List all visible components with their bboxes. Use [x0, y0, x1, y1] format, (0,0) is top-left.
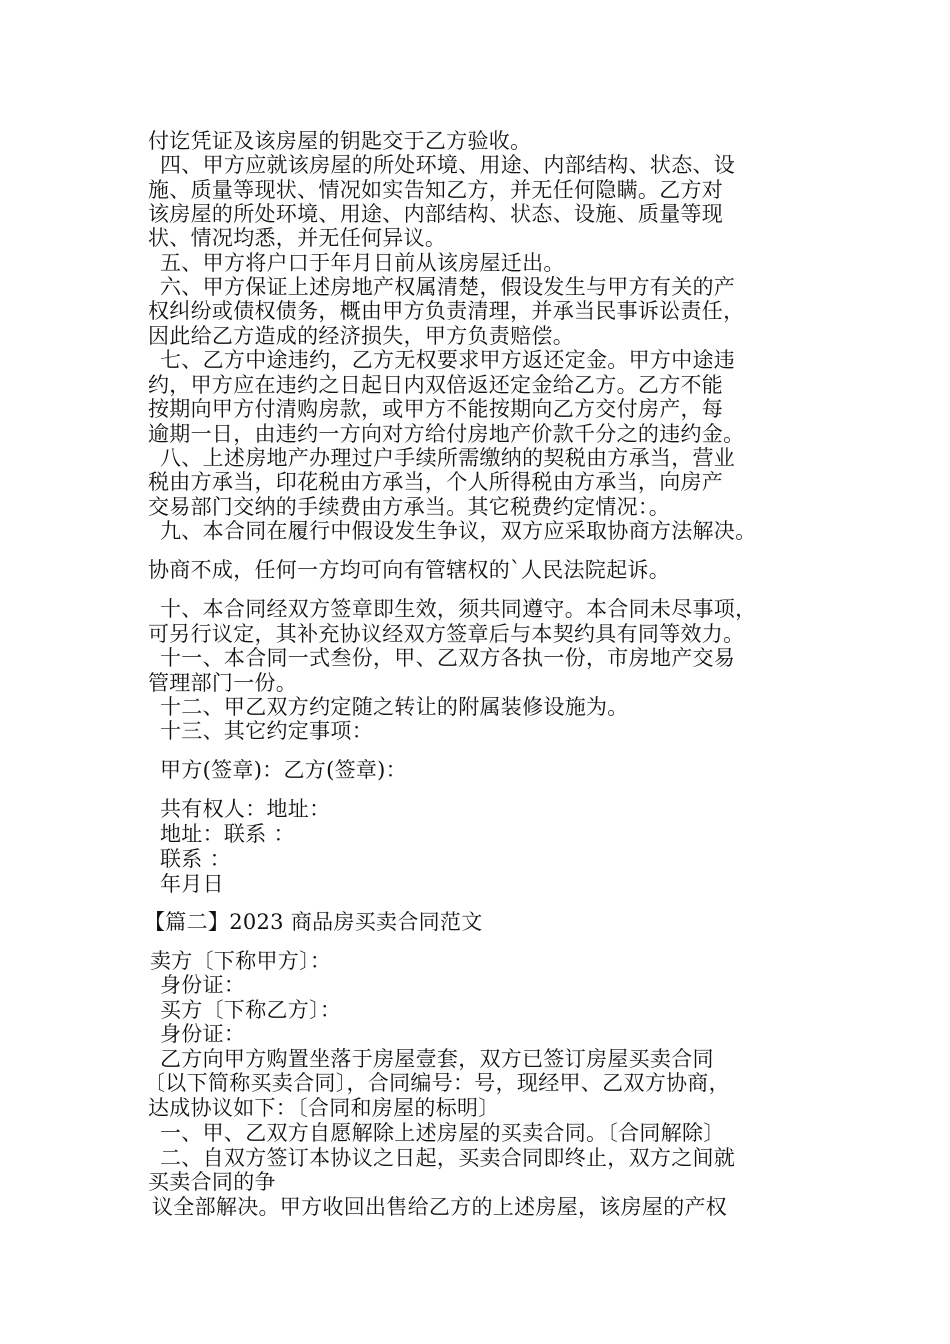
- text-line: 七、乙方中途违约，乙方无权要求甲方返还定金。甲方中途违: [160, 348, 736, 372]
- text-line: 卖方〔下称甲方〕：: [150, 949, 332, 973]
- text-line: 十一、本合同一式叁份，甲、乙双方各执一份，市房地产交易: [160, 646, 736, 670]
- text-line: 地址：联系 ：: [160, 822, 295, 846]
- text-line: 付讫凭证及该房屋的钥匙交于乙方验收。: [148, 129, 532, 153]
- date-line: 年月日: [160, 872, 224, 896]
- text-line: 乙方向甲方购置坐落于房屋壹套，双方已签订房屋买卖合同: [160, 1047, 714, 1071]
- text-line: 身份证：: [160, 973, 246, 997]
- section-heading: 【篇二】2023 商品房买卖合同范文: [144, 910, 483, 934]
- text-line: 十三、其它约定事项：: [160, 719, 373, 743]
- text-line: 身份证：: [160, 1022, 246, 1046]
- text-line: 十二、甲乙双方约定随之转让的附属装修设施为。: [160, 695, 629, 719]
- text-line: 买方〔下称乙方〕：: [160, 998, 342, 1022]
- text-line: 共有权人：地址：: [160, 797, 331, 821]
- text-line: 五、甲方将户口于年月日前从该房屋迁出。: [160, 251, 565, 275]
- text-line: 该房屋的所处环境、用途、内部结构、状态、设施、质量等现: [148, 202, 724, 226]
- text-line: 状、情况均悉，并无任何异议。: [148, 226, 447, 250]
- text-line: 二、自双方签订本协议之日起，买卖合同即终止，双方之间就: [160, 1146, 736, 1170]
- text-line: 可另行议定，其补充协议经双方签章后与本契约具有同等效力。: [148, 622, 745, 646]
- text-line: 按期向甲方付清购房款，或甲方不能按期向乙方交付房产，每: [148, 397, 724, 421]
- text-line: 逾期一日，由违约一方向对方给付房地产价款千分之的违约金。: [148, 422, 745, 446]
- text-line: 议全部解决。甲方收回出售给乙方的上述房屋，该房屋的产权: [152, 1195, 728, 1219]
- text-line: 施、质量等现状、情况如实告知乙方，并无任何隐瞒。乙方对: [148, 178, 724, 202]
- text-line: 〔以下简称买卖合同〕，合同编号：号，现经甲、乙双方协商，: [144, 1071, 730, 1095]
- text-line: 因此给乙方造成的经济损失，甲方负责赔偿。: [148, 324, 574, 348]
- text-line: 一、甲、乙双方自愿解除上述房屋的买卖合同。〔合同解除〕: [160, 1121, 725, 1145]
- signature-line: 甲方(签章)：乙方(签章)：: [160, 758, 407, 782]
- text-line: 约，甲方应在违约之日起日内双倍返还定金给乙方。乙方不能: [148, 373, 724, 397]
- text-line: 六、甲方保证上述房地产权属清楚，假设发生与甲方有关的产: [160, 275, 736, 299]
- text-line: 十、本合同经双方签章即生效，须共同遵守。本合同未尽事项，: [160, 597, 757, 621]
- text-line: 买卖合同的争: [148, 1170, 276, 1194]
- text-line: 九、本合同在履行中假设发生争议，双方应采取协商方法解决。: [160, 519, 757, 543]
- text-line: 四、甲方应就该房屋的所处环境、用途、内部结构、状态、设: [160, 153, 736, 177]
- text-line: 管理部门一份。: [148, 671, 298, 695]
- text-line: 八、上述房地产办理过户手续所需缴纳的契税由方承当，营业: [160, 446, 736, 470]
- text-line: 协商不成，任何一方均可向有管辖权的`人民法院起诉。: [148, 558, 670, 582]
- text-line: 税由方承当，印花税由方承当，个人所得税由方承当，向房产: [148, 470, 724, 494]
- text-line: 达成协议如下：〔合同和房屋的标明〕: [148, 1096, 500, 1120]
- text-line: 权纠纷或债权债务，概由甲方负责清理，并承当民事诉讼责任，: [148, 299, 745, 323]
- text-line: 交易部门交纳的手续费由方承当。其它税费约定情况：。: [148, 495, 670, 519]
- text-line: 联系 ：: [160, 847, 231, 871]
